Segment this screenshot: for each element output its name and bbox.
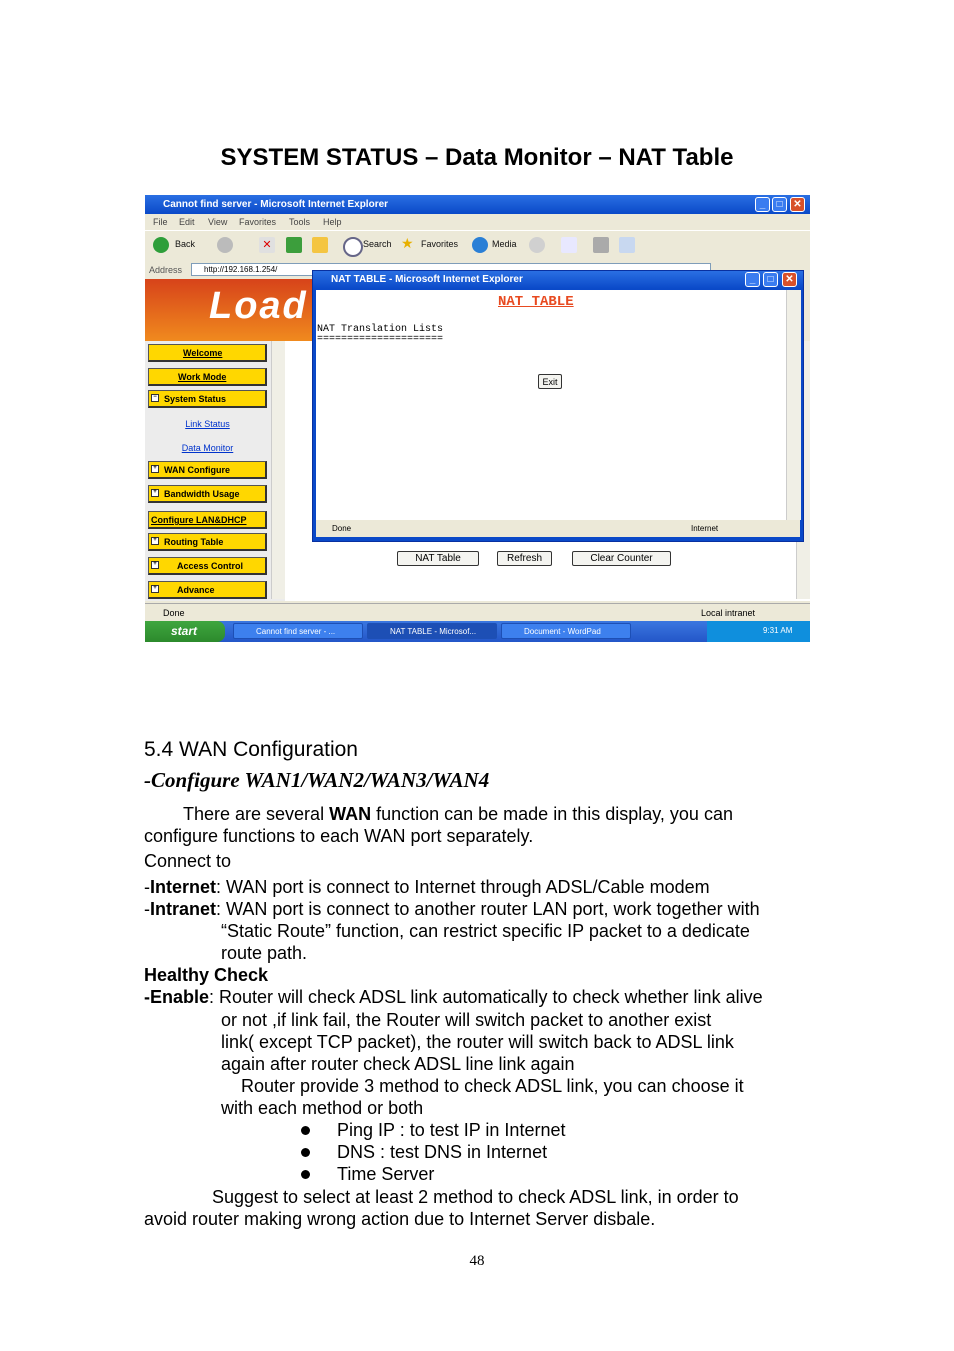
menu-view[interactable]: View xyxy=(208,217,228,227)
page-title: SYSTEM STATUS – Data Monitor – NAT Table xyxy=(220,144,734,171)
nav-work-mode[interactable]: Work Mode xyxy=(148,368,267,386)
browser-screenshot xyxy=(145,195,810,642)
minus-icon: − xyxy=(151,394,159,402)
nav-wan-configure[interactable]: + WAN Configure xyxy=(148,461,267,479)
stop-icon[interactable]: ✕ xyxy=(259,237,275,253)
task-wordpad[interactable]: Document - WordPad xyxy=(501,623,631,639)
enable-line-6: with each method or both xyxy=(221,1098,424,1118)
nav-advance[interactable]: + Advance xyxy=(148,581,267,599)
sidebar xyxy=(145,341,285,601)
connect-to-label: Connect to xyxy=(144,851,232,871)
popup-scrollbar[interactable] xyxy=(786,290,801,520)
bullet-item: Time Server xyxy=(337,1164,435,1184)
enable-line-3: link( except TCP packet), the router will switch back to ADSL link xyxy=(221,1032,734,1052)
clear-counter-button[interactable]: Clear Counter xyxy=(572,551,671,566)
status-zone: Local intranet xyxy=(701,608,756,618)
address-label: Address xyxy=(149,265,183,275)
address-input[interactable]: http://192.168.1.254/ xyxy=(191,263,711,276)
mail-icon[interactable] xyxy=(561,237,577,253)
section-heading: 5.4 WAN Configuration xyxy=(144,738,358,761)
popup-minimize-icon[interactable]: _ xyxy=(745,272,760,287)
browser-title-bar xyxy=(145,195,810,214)
internet-line: -Internet: WAN port is connect to Internet through ADSL/Cable modem xyxy=(144,877,710,897)
plus-icon: + xyxy=(151,537,159,545)
enable-line-5: Router provide 3 method to check ADSL link, you can choose it xyxy=(241,1076,744,1096)
nat-table-heading: NAT TABLE xyxy=(498,294,574,310)
nat-list-separator: ===================== xyxy=(317,334,444,345)
enable-line-2: or not ,if link fail, the Router will switch packet to another exist xyxy=(221,1010,712,1030)
suggest-line-2: avoid router making wrong action due to Internet Server disbale. xyxy=(144,1209,656,1229)
plus-icon: + xyxy=(151,585,159,593)
healthy-check-heading: Healthy Check xyxy=(144,965,269,985)
back-button[interactable]: Back xyxy=(175,239,196,249)
nat-table-popup xyxy=(312,270,804,542)
intranet-line-2: “Static Route” function, can restrict specific IP packet to a dedicate xyxy=(221,921,750,941)
status-done: Done xyxy=(163,608,185,618)
system-tray xyxy=(707,621,810,642)
nav-data-monitor[interactable]: Data Monitor xyxy=(181,443,234,453)
print-icon[interactable] xyxy=(593,237,609,253)
bullet-icon xyxy=(301,1170,310,1179)
nav-access-control[interactable]: + Access Control xyxy=(148,557,267,575)
sidebar-scrollbar[interactable] xyxy=(271,341,286,599)
plus-icon: + xyxy=(151,489,159,497)
menu-bar xyxy=(145,214,810,229)
task-nat-table[interactable]: NAT TABLE - Microsof... xyxy=(367,623,497,639)
menu-tools[interactable]: Tools xyxy=(289,217,311,227)
popup-close-icon[interactable]: ✕ xyxy=(782,272,797,287)
favorites-button[interactable]: Favorites xyxy=(421,239,459,249)
bullet-item: DNS : test DNS in Internet xyxy=(337,1142,548,1162)
task-cannot-find-server[interactable]: Cannot find server - ... xyxy=(233,623,363,639)
menu-edit[interactable]: Edit xyxy=(179,217,195,227)
browser-toolbar xyxy=(145,230,810,262)
search-button[interactable]: Search xyxy=(363,239,392,249)
nat-table-button[interactable]: NAT Table xyxy=(397,551,479,566)
popup-status-bar xyxy=(316,520,800,537)
history-icon[interactable] xyxy=(529,237,545,253)
refresh-button[interactable]: Refresh xyxy=(497,551,552,566)
clock: 9:31 AM xyxy=(763,626,793,635)
nav-routing-table[interactable]: + Routing Table xyxy=(148,533,267,551)
menu-help[interactable]: Help xyxy=(323,217,342,227)
nat-list-title: NAT Translation Lists xyxy=(317,324,444,335)
media-button[interactable]: Media xyxy=(492,239,517,249)
favorites-icon[interactable]: ★ xyxy=(401,235,414,251)
menu-file[interactable]: File xyxy=(153,217,168,227)
popup-content xyxy=(316,290,800,520)
suggest-line-1: Suggest to select at least 2 method to check ADSL link, in order to xyxy=(212,1187,739,1207)
plus-icon: + xyxy=(151,465,159,473)
home-icon[interactable] xyxy=(312,237,328,253)
taskbar xyxy=(145,621,810,642)
exit-button[interactable]: Exit xyxy=(538,374,562,389)
intro-line-2: configure functions to each WAN port separately. xyxy=(144,826,534,846)
nav-link-status[interactable]: Link Status xyxy=(185,419,230,429)
back-icon[interactable] xyxy=(153,237,169,253)
media-icon[interactable] xyxy=(472,237,488,253)
menu-favorites[interactable]: Favorites xyxy=(239,217,277,227)
close-icon[interactable]: ✕ xyxy=(790,197,805,212)
popup-status-zone: Internet xyxy=(691,524,719,533)
banner-logo-text: Load xyxy=(209,285,308,327)
bullet-item: Ping IP : to test IP in Internet xyxy=(337,1120,566,1140)
nav-system-status[interactable]: − System Status xyxy=(148,390,267,408)
bullet-icon xyxy=(301,1148,310,1157)
enable-line-4: again after router check ADSL line link again xyxy=(221,1054,575,1074)
browser-window-title: Cannot find server - Microsoft Internet Explorer xyxy=(163,199,389,210)
plus-icon: + xyxy=(151,561,159,569)
page-number: 48 xyxy=(469,1253,485,1269)
forward-icon[interactable] xyxy=(217,237,233,253)
search-icon[interactable] xyxy=(343,237,363,257)
popup-title-bar xyxy=(313,271,803,289)
intro-line-1: There are several WAN function can be made in this display, you can xyxy=(183,804,733,824)
maximize-icon[interactable]: □ xyxy=(772,197,787,212)
bullet-icon xyxy=(301,1126,310,1135)
start-button[interactable]: start xyxy=(145,621,225,642)
edit-icon[interactable] xyxy=(619,237,635,253)
subsection-heading: -Configure WAN1/WAN2/WAN3/WAN4 xyxy=(144,768,490,792)
nav-bandwidth-usage[interactable]: + Bandwidth Usage xyxy=(148,485,267,503)
minimize-icon[interactable]: _ xyxy=(755,197,770,212)
refresh-icon[interactable] xyxy=(286,237,302,253)
browser-status-bar xyxy=(145,603,810,621)
intranet-line-3: route path. xyxy=(221,943,308,963)
popup-window-title: NAT TABLE - Microsoft Internet Explorer xyxy=(331,274,523,285)
intranet-line: -Intranet: WAN port is connect to another router LAN port, work together with xyxy=(144,899,760,919)
enable-line-1: -Enable: Router will check ADSL link automatically to check whether link alive xyxy=(144,987,763,1007)
popup-status-done: Done xyxy=(332,524,352,533)
nav-welcome[interactable]: Welcome xyxy=(148,344,267,362)
nav-configure-lan[interactable]: Configure LAN&DHCP xyxy=(148,511,267,529)
popup-maximize-icon[interactable]: □ xyxy=(763,272,778,287)
